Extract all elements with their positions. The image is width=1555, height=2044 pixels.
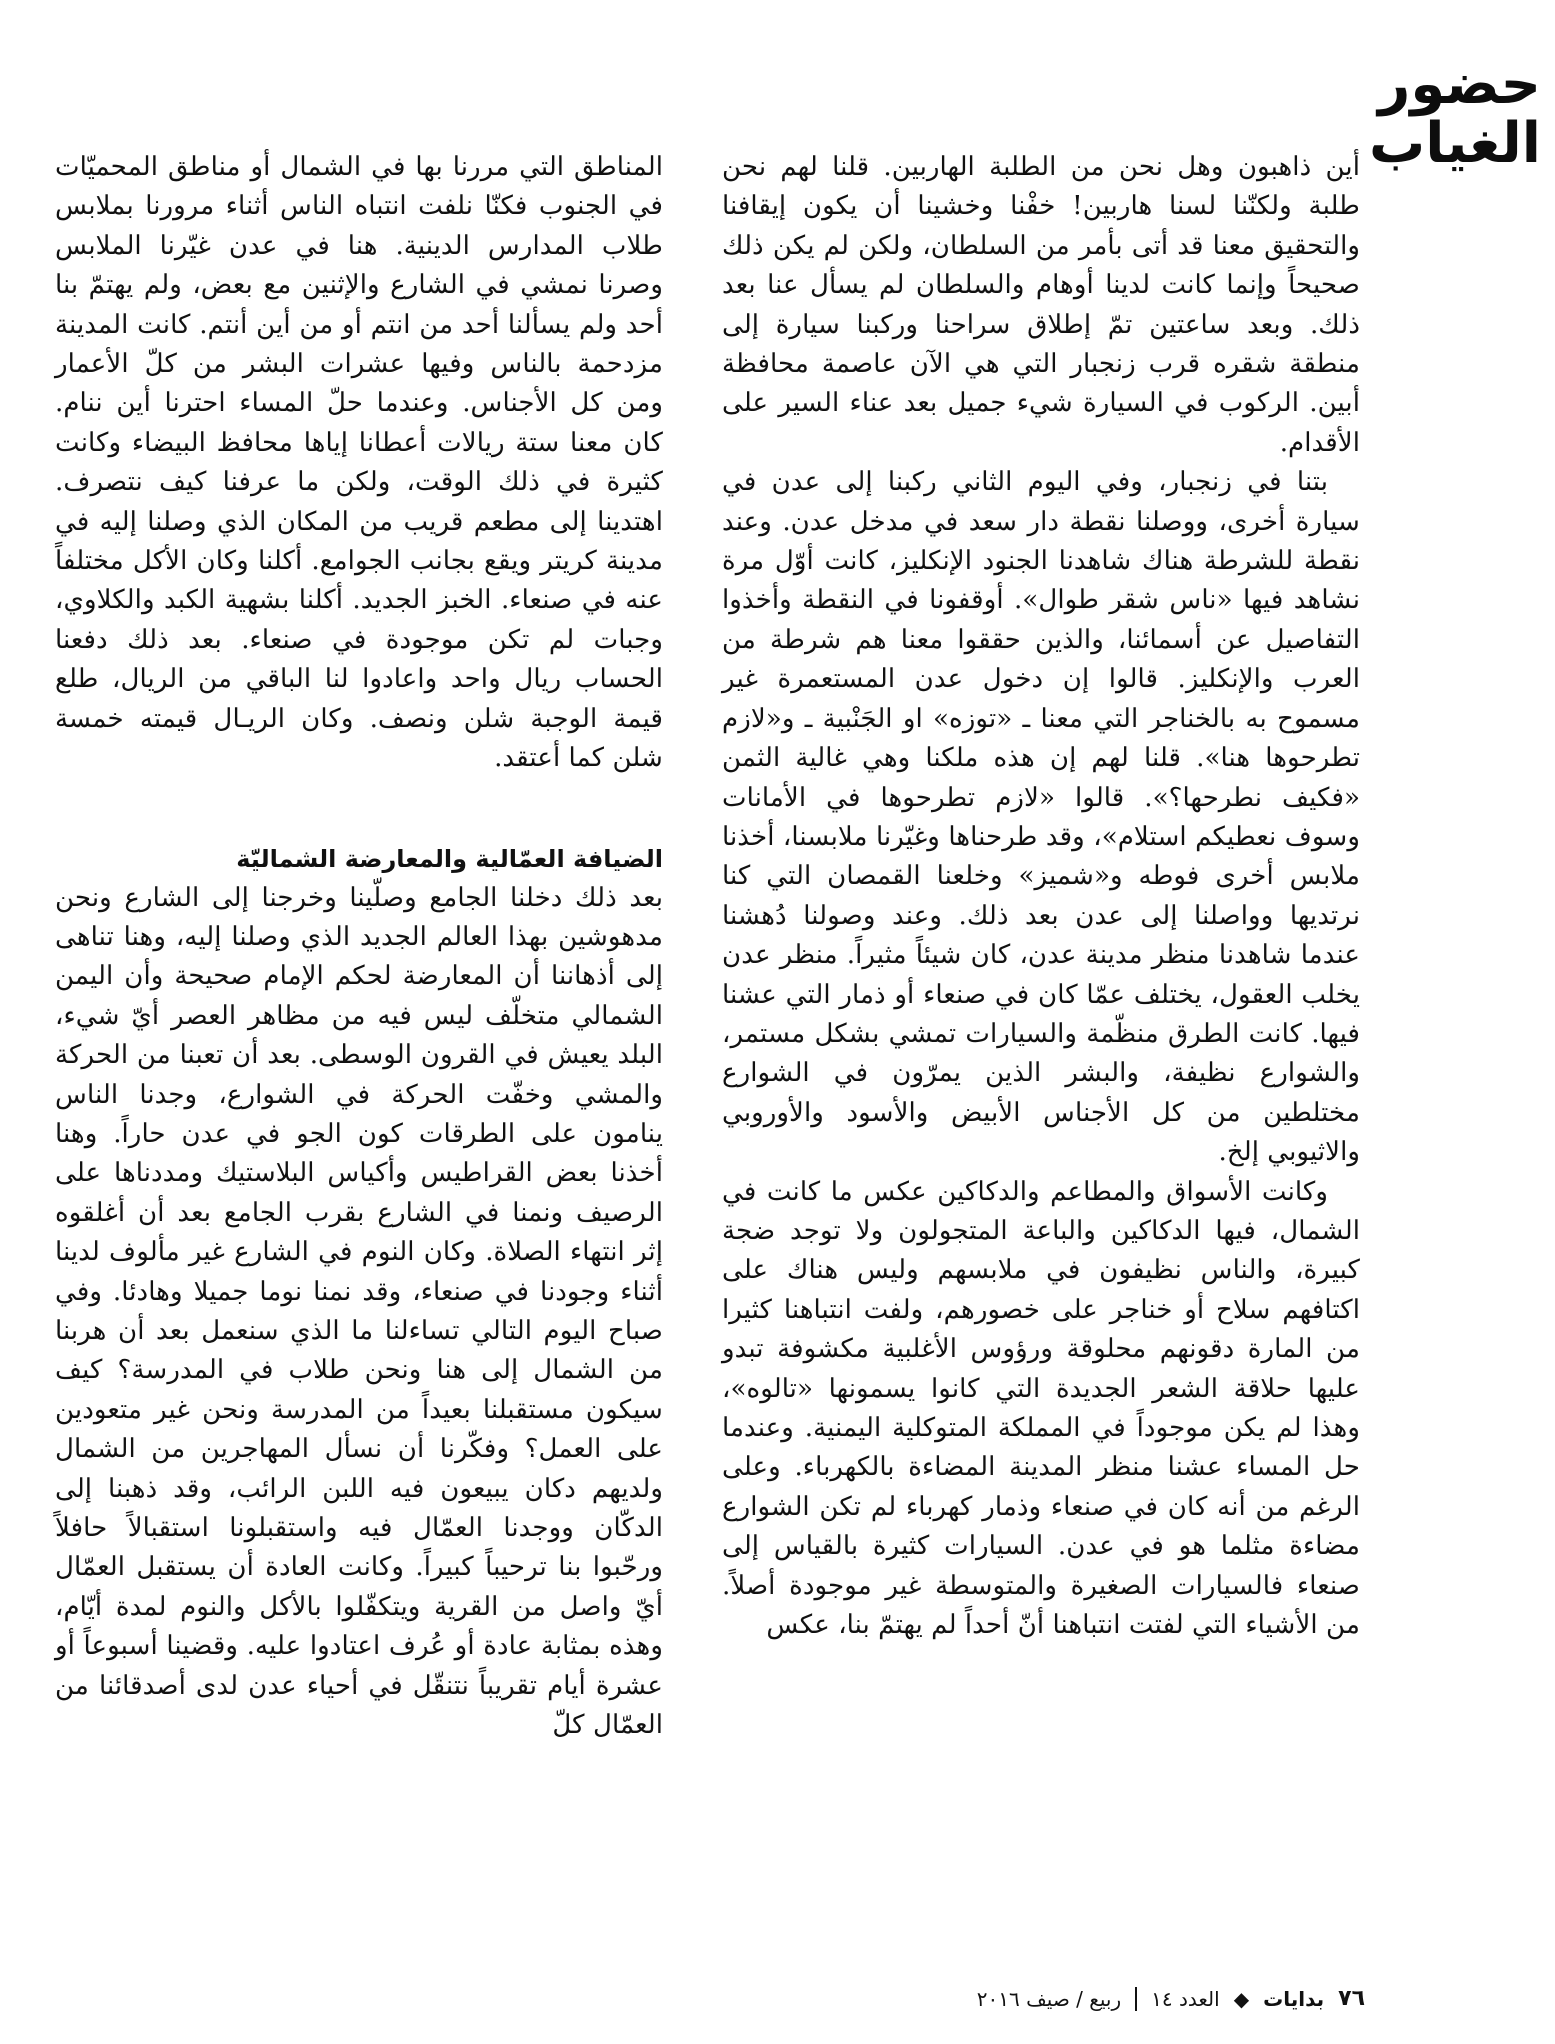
paragraph: بتنا في زنجبار، وفي اليوم الثاني ركبنا إلى عدن في سيارة أخرى، ووصلنا نقطة دار سعد في مدخل عدن. وعند نقطة للشرطة هناك شاهدنا الجنود الإنكليز، كانت أوّل مرة نشاهد فيها «ناس شقر طوال». أوقفونا في النقطة وأخذوا التفاصيل عن أسمائنا، والذين حققوا معنا هم شرطة من العرب والإنكليز. قالوا إن دخول عدن المستعمرة غير مسموح به بالخناجر التي معنا ـ «توزه» او الجَنْبية ـ و«لازم تطرحوها هنا». قلنا لهم إن هذه ملكنا وهي غالية الثمن «فكيف نطرحها؟». قالوا «لازم تطرحوها في الأمانات وسوف نعطيكم استلام»، وقد طرحناها وغيّرنا ملابسنا، أخذنا ملابس أخرى فوطه و«شميز» وخلعنا القمصان التي كنا نرتديها وواصلنا إلى عدن بعد ذلك. وعند وصولنا دُهشنا عندما شاهدنا منظر مدينة عدن، كان شيئاً مثيراً. منظر عدن يخلب العقول، يختلف عمّا كان في صنعاء أو ذمار التي عشنا فيها. كانت الطرق منظّمة والسيارات تمشي بشكل مستمر، والشوارع نظيفة، والبشر الذين يمرّون في الشوارع مختلطين من كل الأجناس الأبيض والأسود والأوروبي والاثيوبي إلخ. bbox=[722, 467, 1360, 1168]
page-number: ٧٦ bbox=[1338, 1986, 1365, 2011]
issue-number: العدد ١٤ bbox=[1151, 1987, 1220, 2011]
paragraph: المناطق التي مررنا بها في الشمال أو مناطق المحميّات في الجنوب فكنّا نلفت انتباه الناس أثناء مرورنا بملابس طلاب المدارس الدينية. هنا في عدن غيّرنا الملابس وصرنا نمشي في الشارع والإثنين مع بعض، ولم يهتمّ بنا أحد ولم يسألنا أحد من انتم أو من أين أنتم. كانت المدينة مزدحمة بالناس وفيها عشرات البشر من كلّ الأعمار ومن كل الأجناس. وعندما حلّ المساء احترنا أين ننام. كان معنا ستة ريالات أعطانا إياها محافظ البيضاء وكانت كثيرة في ذلك الوقت، ولكن ما عرفنا كيف نتصرف. اهتدينا إلى مطعم قريب من المكان الذي وصلنا إليه في مدينة كريتر ويقع بجانب الجوامع. أكلنا وكان الأكل مختلفاً عنه في صنعاء. الخبز الجديد. أكلنا بشهية الكبد والكلاوي، وجبات لم تكن موجودة في صنعاء. بعد ذلك دفعنا الحساب ريال واحد واعادوا لنا الباقي من الريال، طلع قيمة الوجبة شلن ونصف. وكان الريـال قيمته خمسة شلن كما أعتقد. bbox=[55, 152, 663, 774]
paragraph: بعد ذلك دخلنا الجامع وصلّينا وخرجنا إلى الشارع ونحن مدهوشين بهذا العالم الجديد الذي وصلنا إليه، وهنا تناهى إلى أذهاننا أن المعارضة لحكم الإمام صحيحة وأن اليمن الشمالي متخلّف ليس فيه من مظاهر العصر أيّ شيء، البلد يعيش في القرون الوسطى. بعد أن تعبنا من الحركة والمشي وخفّت الحركة في الشوارع، وجدنا الناس ينامون على الطرقات كون الجو في عدن حاراً. وهنا أخذنا بعض القراطيس وأكياس البلاستيك ومددناها على الرصيف ونمنا في الشارع بقرب الجامع بعد أن أغلقوه إثر انتهاء الصلاة. وكان النوم في الشارع غير مألوف لدينا أثناء وجودنا في صنعاء، وقد نمنا نوما جميلا وهادئا. وفي صباح اليوم التالي تساءلنا ما الذي سنعمل بعد أن هربنا من الشمال إلى هنا ونحن طلاب في المدرسة؟ كيف سيكون مستقبلنا بعيداً من المدرسة ونحن غير متعودين على العمل؟ وفكّرنا أن نسأل المهاجرين من الشمال ولديهم دكان يبيعون فيه اللبن الرائب، وقد ذهبنا إلى الدكّان ووجدنا العمّال فيه واستقبلونا استقبالاً حافلاً ورحّبوا بنا ترحيباً كبيراً. وكانت العادة أن يستقبل العمّال أيّ واصل من القرية ويتكفّلوا بالأكل والنوم لمدة أيّام، وهذه بمثابة عادة أو عُرف اعتادوا عليه. وقضينا أسبوعاً أو عشرة أيام تقريباً نتنقّل في أحياء عدن لدى أصدقائنا من العمّال كلّ bbox=[55, 882, 663, 1741]
logo-line-1: حضور bbox=[1378, 52, 1541, 117]
section-spacer bbox=[55, 779, 663, 839]
section-logo bbox=[1369, 52, 1541, 176]
footer-divider bbox=[1135, 1987, 1137, 2011]
paragraph: أين ذاهبون وهل نحن من الطلبة الهاربين. قلنا لهم نحن طلبة ولكنّنا لسنا هاربين! خفْنا وخشينا أن يكون إيقافنا والتحقيق معنا قد أتى بأمر من السلطان، ولكن لم يكن ذلك صحيحاً وإنما كانت لدينا أوهام والسلطان لم يسأل عنا بعد ذلك. وبعد ساعتين تمّ إطلاق سراحنا وركبنا سيارة إلى منطقة شقره قرب زنجبار التي هي الآن عاصمة محافظة أبين. الركوب في السيارة شيء جميل بعد عناء السير على الأقدام. bbox=[722, 152, 1360, 458]
page-footer bbox=[977, 1984, 1365, 2014]
magazine-name: بدايات bbox=[1263, 1987, 1325, 2011]
logo-line-2: الغياب bbox=[1369, 111, 1541, 176]
left-column bbox=[55, 148, 663, 1745]
section-heading: الضيافة العمّالية والمعارضة الشماليّة bbox=[236, 844, 663, 873]
paragraph: وكانت الأسواق والمطاعم والدكاكين عكس ما كانت في الشمال، فيها الدكاكين والباعة المتجولون ولا توجد ضجة كبيرة، والناس نظيفون في ملابسهم وليس هناك على اكتافهم سلاح أو خناجر على خصورهم، ولفت انتباهنا كثيرا من المارة دقونهم محلوقة ورؤوس الأغلبية مكشوفة تبدو عليها حلاقة الشعر الجديدة التي كانوا يسمونها «تالوه»، وهذا لم يكن موجوداً في المملكة المتوكلية اليمنية. وعندما حل المساء عشنا منظر المدينة المضاءة بالكهرباء. وعلى الرغم من أنه كان في صنعاء وذمار كهرباء لم تكن الشوارع مضاءة مثلما هو في عدن. السيارات كثيرة بالقياس إلى صنعاء فالسيارات الصغيرة والمتوسطة غير موجودة أصلاً. من الأشياء التي لفتت انتباهنا أنّ أحداً لم يهتمّ بنا، عكس bbox=[722, 1176, 1360, 1641]
right-column bbox=[722, 148, 1360, 1645]
issue-season: ربيع / صيف ٢٠١٦ bbox=[976, 1987, 1122, 2011]
diamond-icon: ◆ bbox=[1233, 1987, 1250, 2011]
